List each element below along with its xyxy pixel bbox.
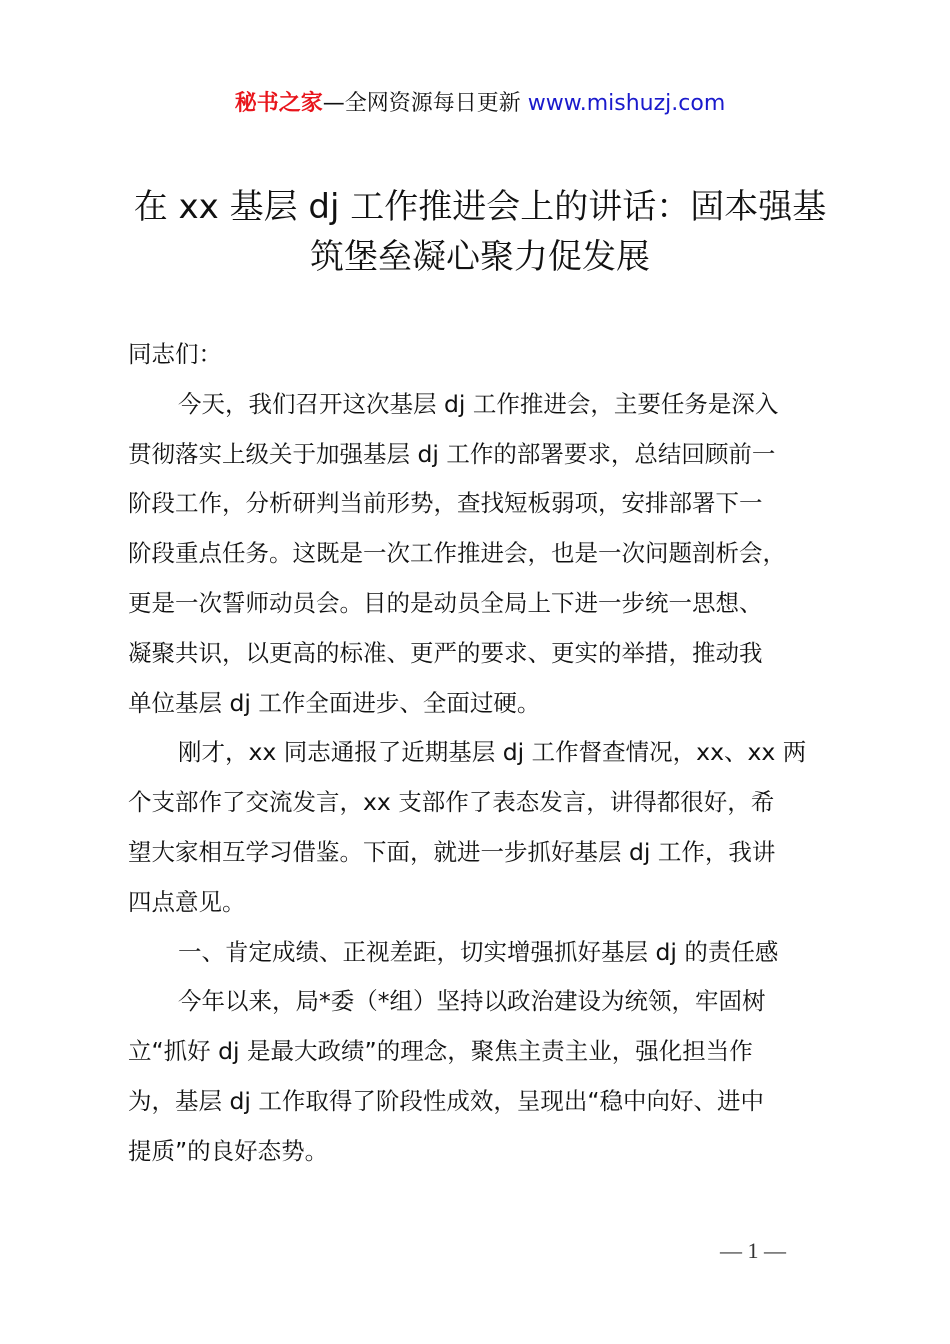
text-line: 单位基层 dj 工作全面进步、全面过硬。: [128, 688, 541, 717]
text-line: 刚才，xx 同志通报了近期基层 dj 工作督查情况，xx、xx 两: [178, 738, 807, 767]
text-line: 提质”的良好态势。: [128, 1136, 329, 1165]
text-line: 今年以来，局*委（*组）坚持以政治建设为统领，牢固树: [178, 987, 766, 1016]
text-line: 个支部作了交流发言，xx 支部作了表态发言，讲得都很好，希: [128, 788, 775, 817]
paragraph: [128, 977, 868, 1176]
title-line: 在 xx 基层 dj 工作推进会上的讲话：固本强基: [133, 187, 827, 227]
page-number: — 1 —: [720, 1238, 786, 1263]
text-line: 立“抓好 dj 是最大政绩”的理念，聚焦主责主业，强化担当作: [128, 1037, 753, 1066]
salutation: 同志们：: [128, 340, 222, 368]
brand-name: 秘书之家: [234, 91, 323, 116]
section-heading: [128, 928, 868, 978]
document-title: [0, 182, 950, 282]
text-line: 阶段重点任务。这既是一次工作推进会，也是一次问题剖析会，: [128, 539, 786, 568]
text-line: 今天，我们召开这次基层 dj 工作推进会，主要任务是深入: [178, 389, 779, 418]
text-line: 凝聚共识，以更高的标准、更严的要求、更实的举措，推动我: [128, 638, 763, 667]
paragraph: [128, 380, 868, 729]
paragraph: [128, 728, 868, 927]
text-line: 阶段工作，分析研判当前形势，查找短板弱项，安排部署下一: [128, 489, 763, 518]
text-line: 一、肯定成绩、正视差距，切实增强抓好基层 dj 的责任感: [178, 937, 779, 966]
document-body: [128, 330, 868, 1177]
title-line: 筑堡垒凝心聚力促发展: [310, 237, 650, 277]
text-line: 更是一次誓师动员会。目的是动员全局上下进一步统一思想、: [128, 588, 763, 617]
tagline: —全网资源每日更新: [322, 91, 521, 116]
text-line: 望大家相互学习借鉴。下面，就进一步抓好基层 dj 工作，我讲: [128, 837, 776, 866]
text-line: 四点意见。: [128, 887, 246, 916]
text-line: 为，基层 dj 工作取得了阶段性成效，呈现出“稳中向好、进中: [128, 1086, 765, 1115]
text-line: 贯彻落实上级关于加强基层 dj 工作的部署要求，总结回顾前一: [128, 439, 776, 468]
site-url-link[interactable]: www.mishuzj.com: [527, 91, 726, 116]
site-header: [0, 88, 950, 120]
